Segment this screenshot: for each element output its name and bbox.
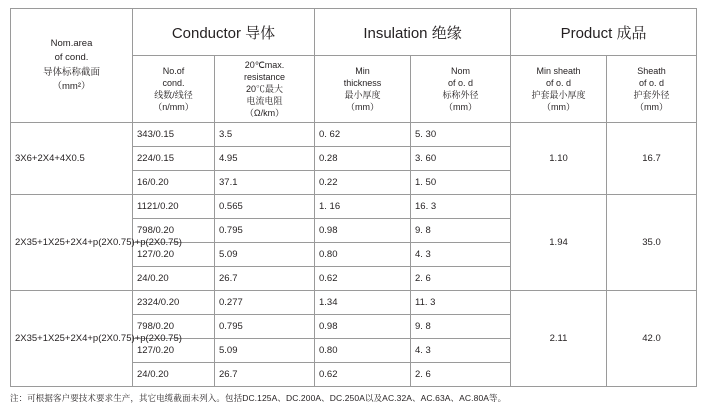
cell-sheath-od: 35.0 [607, 195, 697, 291]
sub-header-line: of o. d [639, 77, 665, 88]
sub-header-line: （mm） [542, 102, 576, 113]
cell-no-of-cond: 798/0.20 [133, 315, 215, 339]
sub-header-line: No.of [162, 65, 185, 76]
sub-header-line: resistance [243, 71, 286, 82]
cell-nom-od: 1. 50 [411, 171, 511, 195]
sub-header-line: thickness [343, 77, 382, 88]
corner-header-line2: of cond. [54, 52, 89, 64]
cell-sheath-od: 42.0 [607, 291, 697, 387]
cell-nom-od: 5. 30 [411, 123, 511, 147]
cell-nom-od: 2. 6 [411, 363, 511, 387]
cell-nom-od: 16. 3 [411, 195, 511, 219]
cell-resistance: 0.565 [215, 195, 315, 219]
cell-nom-od: 4. 3 [411, 243, 511, 267]
sub-header-line: 护套最小厚度 [531, 90, 586, 100]
cell-min-thickness: 0.98 [315, 315, 411, 339]
sub-header-line: 线数/线径 [154, 90, 193, 100]
cell-resistance: 0.795 [215, 219, 315, 243]
table-row [11, 291, 697, 315]
group-header-conductor: Conductor 导体 [133, 9, 315, 56]
cell-min-sheath: 1.10 [511, 123, 607, 195]
sub-header-line: of o. d [447, 77, 474, 88]
cell-no-of-cond: 1121/0.20 [133, 195, 215, 219]
sub-header-nom-od [411, 56, 511, 123]
cell-min-thickness: 0.80 [315, 243, 411, 267]
cell-resistance: 4.95 [215, 147, 315, 171]
cell-min-thickness: 0.22 [315, 171, 411, 195]
corner-header-cell [11, 9, 133, 123]
cell-nom-od: 4. 3 [411, 339, 511, 363]
cell-min-thickness: 1.34 [315, 291, 411, 315]
group-header-product: Product 成品 [511, 9, 697, 56]
table-header-group-row [11, 9, 697, 56]
cell-resistance: 3.5 [215, 123, 315, 147]
cell-nom-od: 9. 8 [411, 219, 511, 243]
cell-min-sheath: 1.94 [511, 195, 607, 291]
cell-resistance: 5.09 [215, 243, 315, 267]
sub-header-line: 护套外径 [633, 90, 670, 100]
cell-min-sheath: 2.11 [511, 291, 607, 387]
sub-header-line: Min sheath [536, 65, 581, 76]
cell-no-of-cond: 224/0.15 [133, 147, 215, 171]
cell-nom-od: 11. 3 [411, 291, 511, 315]
group-header-insulation: Insulation 绝缘 [315, 9, 511, 56]
cell-no-of-cond: 2324/0.20 [133, 291, 215, 315]
cell-resistance: 5.09 [215, 339, 315, 363]
row-group-name: 2X35+1X25+2X4+p(2X0.75)+p(2X0.75) [11, 291, 133, 387]
cell-nom-od: 3. 60 [411, 147, 511, 171]
sub-header-line: of o. d [546, 77, 572, 88]
cell-min-thickness: 0.80 [315, 339, 411, 363]
cell-no-of-cond: 343/0.15 [133, 123, 215, 147]
cell-resistance: 37.1 [215, 171, 315, 195]
sub-header-min-sheath [511, 56, 607, 123]
sub-header-line: （mm） [346, 102, 379, 113]
cell-no-of-cond: 24/0.20 [133, 267, 215, 291]
table-row [11, 123, 697, 147]
sub-header-line: 最小厚度 [344, 90, 381, 100]
cell-resistance: 26.7 [215, 363, 315, 387]
sub-header-line: 20℃最大 [245, 83, 283, 94]
cell-nom-od: 2. 6 [411, 267, 511, 291]
cell-no-of-cond: 127/0.20 [133, 339, 215, 363]
cell-min-thickness: 1. 16 [315, 195, 411, 219]
cable-spec-table [10, 8, 697, 387]
table-body [11, 123, 697, 387]
corner-header-line1: Nom.area [50, 38, 93, 49]
cell-min-thickness: 0.28 [315, 147, 411, 171]
cell-resistance: 0.277 [215, 291, 315, 315]
cell-no-of-cond: 798/0.20 [133, 219, 215, 243]
cell-nom-od: 9. 8 [411, 315, 511, 339]
sub-header-line: 标称外径 [442, 90, 479, 100]
sub-header-line: Min [355, 65, 370, 76]
row-group-name: 3X6+2X4+4X0.5 [11, 123, 133, 195]
cell-min-thickness: 0. 62 [315, 123, 411, 147]
cell-sheath-od: 16.7 [607, 123, 697, 195]
sub-header-line: （mm） [635, 102, 669, 113]
cell-resistance: 26.7 [215, 267, 315, 291]
sub-header-line: Sheath [637, 65, 666, 76]
cell-min-thickness: 0.62 [315, 363, 411, 387]
cell-no-of-cond: 24/0.20 [133, 363, 215, 387]
corner-header-line3: 导体标称截面 [42, 66, 100, 78]
sub-header-no-of-cond [133, 56, 215, 123]
sub-header-sheath-od [607, 56, 697, 123]
sub-header-line: 20℃max. [244, 59, 285, 70]
sub-header-line: Nom [451, 65, 471, 76]
sub-header-line: （n/mm） [153, 102, 194, 113]
sub-header-resistance [215, 56, 315, 123]
row-group-name: 2X35+1X25+2X4+p(2X0.75)+p(2X0.75) [11, 195, 133, 291]
table-footnote: 注：可根据客户要技术要求生产，其它电缆截面未列入。包括DC.125A、DC.200A、DC.250A以及AC.32A、AC.63A、AC.80A等。 [10, 393, 507, 403]
cell-no-of-cond: 127/0.20 [133, 243, 215, 267]
sub-header-line: （mm） [444, 102, 477, 113]
sub-header-line: （Ω/km） [244, 108, 285, 119]
sub-header-line: 电流电阻 [246, 96, 283, 107]
cell-min-thickness: 0.62 [315, 267, 411, 291]
cell-min-thickness: 0.98 [315, 219, 411, 243]
cell-no-of-cond: 16/0.20 [133, 171, 215, 195]
sub-header-min-thickness [315, 56, 411, 123]
corner-header-line4: （mm²） [52, 80, 91, 92]
cell-resistance: 0.795 [215, 315, 315, 339]
table-row [11, 195, 697, 219]
sub-header-line: cond. [162, 77, 185, 88]
